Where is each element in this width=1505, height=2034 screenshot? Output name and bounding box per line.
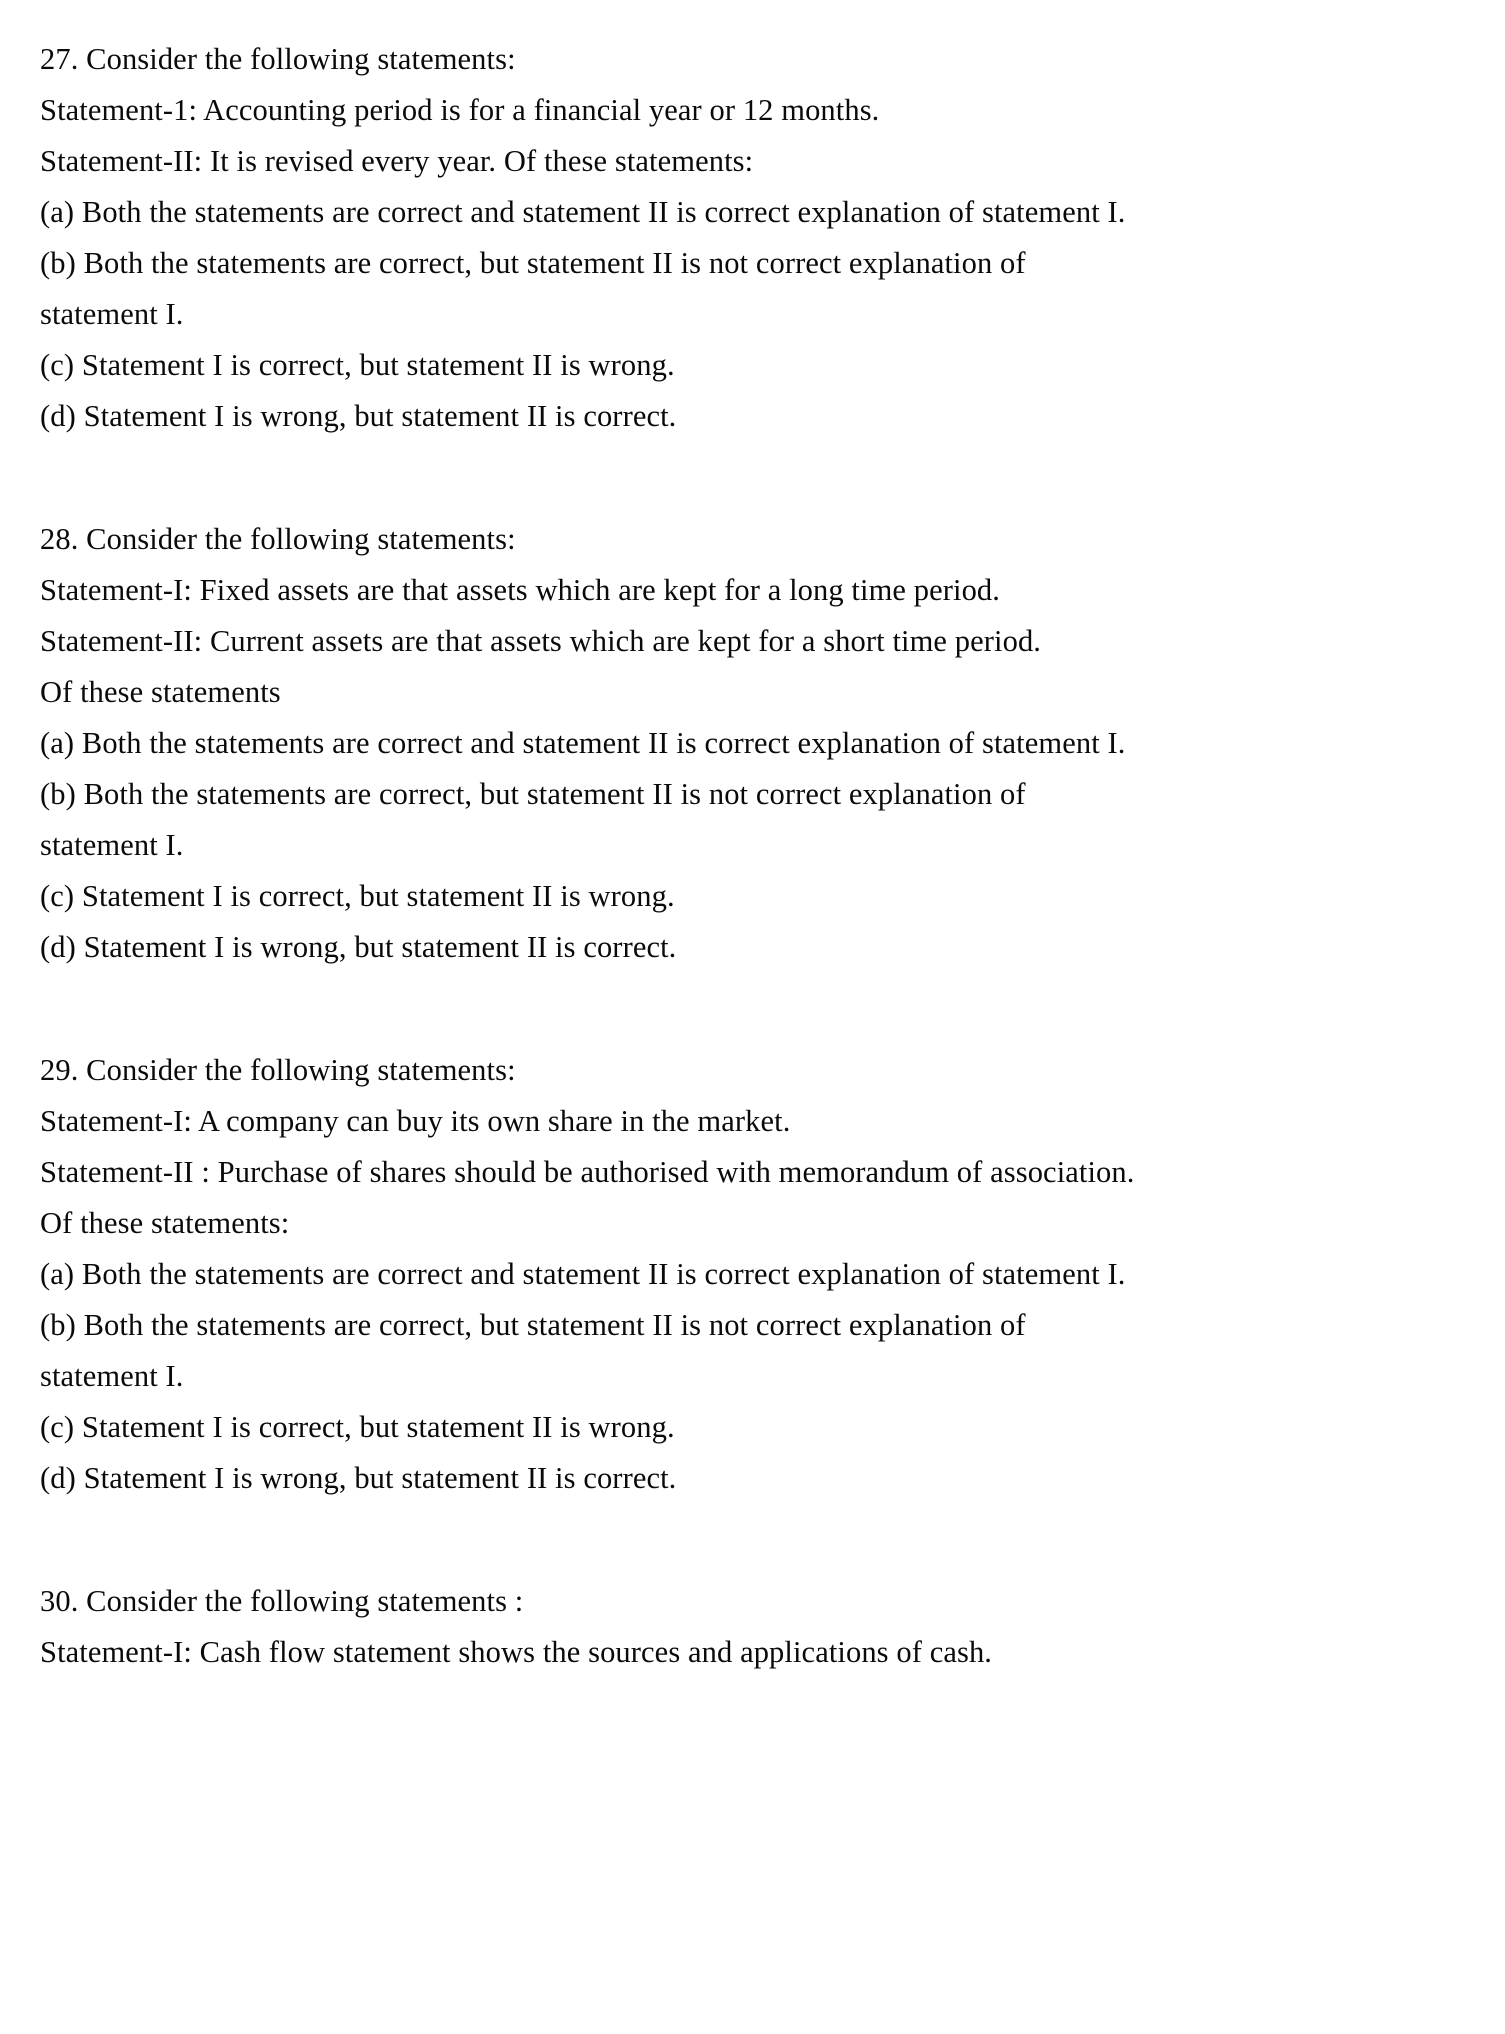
question-28-option-b[interactable]: (b) Both the statements are correct, but statement II is not correct explanation of statement I. <box>40 777 1026 862</box>
question-27-option-d[interactable]: (d) Statement I is wrong, but statement II is correct. <box>40 399 677 433</box>
question-29-option-d[interactable]: (d) Statement I is wrong, but statement II is correct. <box>40 1461 677 1495</box>
question-28-option-c[interactable]: (c) Statement I is correct, but statement II is wrong. <box>40 879 675 913</box>
question-28-statement-2: Statement-II: Current assets are that assets which are kept for a short time period. <box>40 624 1042 658</box>
question-28-statement-1: Statement-I: Fixed assets are that assets which are kept for a long time period. <box>40 573 1000 607</box>
question-27-statement-2: Statement-II: It is revised every year. Of these statements: <box>40 144 754 178</box>
question-gap-29-30 <box>40 1504 1387 1576</box>
question-29-option-c[interactable]: (c) Statement I is correct, but statement II is wrong. <box>40 1410 675 1444</box>
question-block-28 <box>40 514 1387 973</box>
question-heading-28: 28. Consider the following statements: <box>40 522 516 556</box>
question-29-option-b[interactable]: (b) Both the statements are correct, but statement II is not correct explanation of statement I. <box>40 1308 1026 1393</box>
question-27-option-a[interactable]: (a) Both the statements are correct and statement II is correct explanation of statement I. <box>40 195 1126 229</box>
question-block-27 <box>40 34 1387 442</box>
question-gap-28-29 <box>40 973 1387 1045</box>
question-28-option-a[interactable]: (a) Both the statements are correct and statement II is correct explanation of statement I. <box>40 726 1126 760</box>
question-heading-29: 29. Consider the following statements: <box>40 1053 516 1087</box>
question-28-of-these: Of these statements <box>40 675 281 709</box>
question-29-statement-2: Statement-II : Purchase of shares should be authorised with memorandum of association. <box>40 1155 1135 1189</box>
question-29-option-a[interactable]: (a) Both the statements are correct and statement II is correct explanation of statement I. <box>40 1257 1126 1291</box>
question-29-of-these: Of these statements: <box>40 1206 290 1240</box>
question-29-statement-1: Statement-I: A company can buy its own share in the market. <box>40 1104 791 1138</box>
question-heading-27: 27. Consider the following statements: <box>40 42 516 76</box>
question-block-29 <box>40 1045 1387 1504</box>
question-27-option-c[interactable]: (c) Statement I is correct, but statement II is wrong. <box>40 348 675 382</box>
question-27-option-b[interactable]: (b) Both the statements are correct, but statement II is not correct explanation of statement I. <box>40 246 1026 331</box>
question-heading-30: 30. Consider the following statements : <box>40 1584 524 1618</box>
question-30-statement-1: Statement-I: Cash flow statement shows the sources and applications of cash. <box>40 1635 993 1669</box>
question-28-option-d[interactable]: (d) Statement I is wrong, but statement II is correct. <box>40 930 677 964</box>
question-gap-27-28 <box>40 442 1387 514</box>
question-27-statement-1: Statement-1: Accounting period is for a financial year or 12 months. <box>40 93 880 127</box>
question-block-30 <box>40 1576 1387 1678</box>
